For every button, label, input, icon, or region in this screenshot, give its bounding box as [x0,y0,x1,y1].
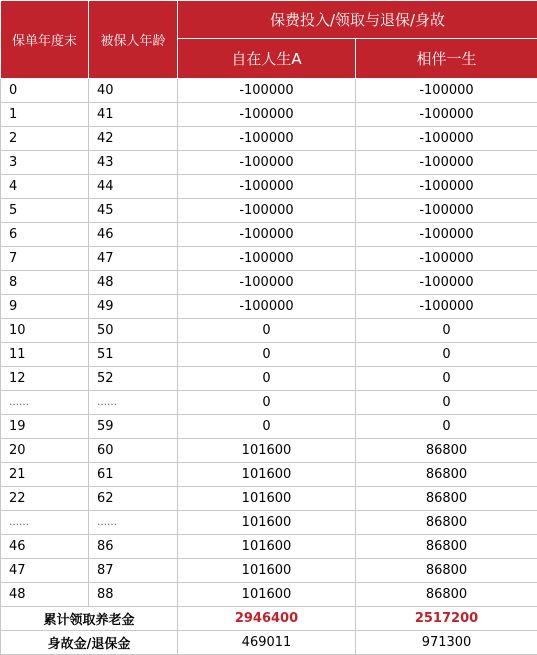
table-row [1,583,537,607]
cell-policy-year: 48 [1,583,89,607]
cell-product-a-amount: -100000 [178,223,356,247]
cell-insured-age: 51 [89,343,178,367]
cell-product-b-amount: 0 [356,415,537,439]
cell-product-b-amount: -100000 [356,295,537,319]
cell-policy-year: 19 [1,415,89,439]
cell-policy-year: 20 [1,439,89,463]
summary-label: 身故金/退保金 [1,631,178,655]
summary-row [1,631,537,655]
cell-policy-year: …… [1,391,89,415]
cell-insured-age: 44 [89,175,178,199]
cell-product-a-amount: -100000 [178,79,356,103]
cell-insured-age: 88 [89,583,178,607]
table-row [1,463,537,487]
summary-row [1,607,537,631]
table-row [1,103,537,127]
cell-product-b-amount: 0 [356,319,537,343]
table-row [1,367,537,391]
cell-insured-age: 61 [89,463,178,487]
summary-product-a-value: 2946400 [178,607,356,631]
summary-product-b-value: 2517200 [356,607,537,631]
cell-policy-year: 1 [1,103,89,127]
table-row [1,271,537,295]
cell-policy-year: 8 [1,271,89,295]
cell-product-b-amount: -100000 [356,151,537,175]
column-header-product-a: 自在人生A [178,39,356,79]
cell-policy-year: 6 [1,223,89,247]
cell-product-b-amount: -100000 [356,223,537,247]
cell-product-a-amount: -100000 [178,103,356,127]
column-header-insured-age: 被保人年龄 [89,1,178,79]
cell-product-b-amount: 86800 [356,439,537,463]
cell-policy-year: 9 [1,295,89,319]
cell-policy-year: 21 [1,463,89,487]
table-row [1,79,537,103]
cell-policy-year: 5 [1,199,89,223]
column-group-header: 保费投入/领取与退保/身故 [178,1,537,39]
cell-product-b-amount: -100000 [356,79,537,103]
cell-product-a-amount: -100000 [178,247,356,271]
table-row [1,343,537,367]
table-row [1,127,537,151]
table-row [1,295,537,319]
cell-policy-year: 47 [1,559,89,583]
table-row [1,151,537,175]
summary-label: 累计领取养老金 [1,607,178,631]
cell-product-a-amount: 0 [178,319,356,343]
cell-product-a-amount: 101600 [178,463,356,487]
cell-insured-age: 47 [89,247,178,271]
cell-insured-age: 48 [89,271,178,295]
table-row [1,559,537,583]
cell-insured-age: 41 [89,103,178,127]
cell-insured-age: 50 [89,319,178,343]
cell-product-a-amount: -100000 [178,127,356,151]
cell-product-a-amount: 0 [178,367,356,391]
column-header-product-b: 相伴一生 [356,39,537,79]
cell-policy-year: 10 [1,319,89,343]
cell-policy-year: 3 [1,151,89,175]
table-body [1,79,537,655]
table-row [1,319,537,343]
cell-insured-age: 42 [89,127,178,151]
header-row [1,1,537,39]
cell-product-a-amount: 101600 [178,511,356,535]
cell-product-b-amount: 86800 [356,559,537,583]
cell-insured-age: 45 [89,199,178,223]
cell-insured-age: 86 [89,535,178,559]
cell-insured-age: 87 [89,559,178,583]
cell-product-b-amount: 86800 [356,511,537,535]
cell-product-b-amount: 86800 [356,535,537,559]
cell-insured-age: 52 [89,367,178,391]
cell-product-a-amount: -100000 [178,199,356,223]
cell-product-b-amount: 0 [356,391,537,415]
cell-product-a-amount: 101600 [178,559,356,583]
cell-insured-age: 46 [89,223,178,247]
cell-product-b-amount: 0 [356,343,537,367]
cell-insured-age: …… [89,391,178,415]
cell-insured-age: …… [89,511,178,535]
cell-product-b-amount: -100000 [356,103,537,127]
column-header-policy-year: 保单年度末 [1,1,89,79]
cell-policy-year: 46 [1,535,89,559]
cell-product-b-amount: -100000 [356,175,537,199]
cell-product-b-amount: -100000 [356,199,537,223]
summary-product-b-value: 971300 [356,631,537,655]
cell-product-a-amount: 101600 [178,583,356,607]
table-row [1,535,537,559]
table-row [1,199,537,223]
cell-product-a-amount: -100000 [178,151,356,175]
cell-product-a-amount: -100000 [178,175,356,199]
cell-policy-year: 12 [1,367,89,391]
cell-product-b-amount: -100000 [356,127,537,151]
table-row [1,439,537,463]
cell-product-a-amount: 0 [178,343,356,367]
cell-insured-age: 59 [89,415,178,439]
table-row [1,415,537,439]
cell-product-a-amount: 0 [178,391,356,415]
table-row [1,511,537,535]
table-row [1,487,537,511]
cell-product-b-amount: -100000 [356,271,537,295]
cell-insured-age: 60 [89,439,178,463]
cell-product-b-amount: 0 [356,367,537,391]
cell-insured-age: 49 [89,295,178,319]
cell-product-a-amount: 101600 [178,439,356,463]
cell-policy-year: 11 [1,343,89,367]
summary-product-a-value: 469011 [178,631,356,655]
cell-policy-year: 22 [1,487,89,511]
table-row [1,223,537,247]
cell-product-b-amount: 86800 [356,583,537,607]
cell-policy-year: 2 [1,127,89,151]
cell-policy-year: …… [1,511,89,535]
cell-product-b-amount: -100000 [356,247,537,271]
cell-product-a-amount: 101600 [178,535,356,559]
cell-insured-age: 43 [89,151,178,175]
cell-policy-year: 7 [1,247,89,271]
cell-product-b-amount: 86800 [356,463,537,487]
cell-product-a-amount: 101600 [178,487,356,511]
cell-product-a-amount: -100000 [178,295,356,319]
cell-product-a-amount: 0 [178,415,356,439]
cell-product-b-amount: 86800 [356,487,537,511]
table-row [1,391,537,415]
table-row [1,175,537,199]
cell-policy-year: 4 [1,175,89,199]
cell-insured-age: 62 [89,487,178,511]
cell-product-a-amount: -100000 [178,271,356,295]
cell-policy-year: 0 [1,79,89,103]
table-row [1,247,537,271]
cell-insured-age: 40 [89,79,178,103]
